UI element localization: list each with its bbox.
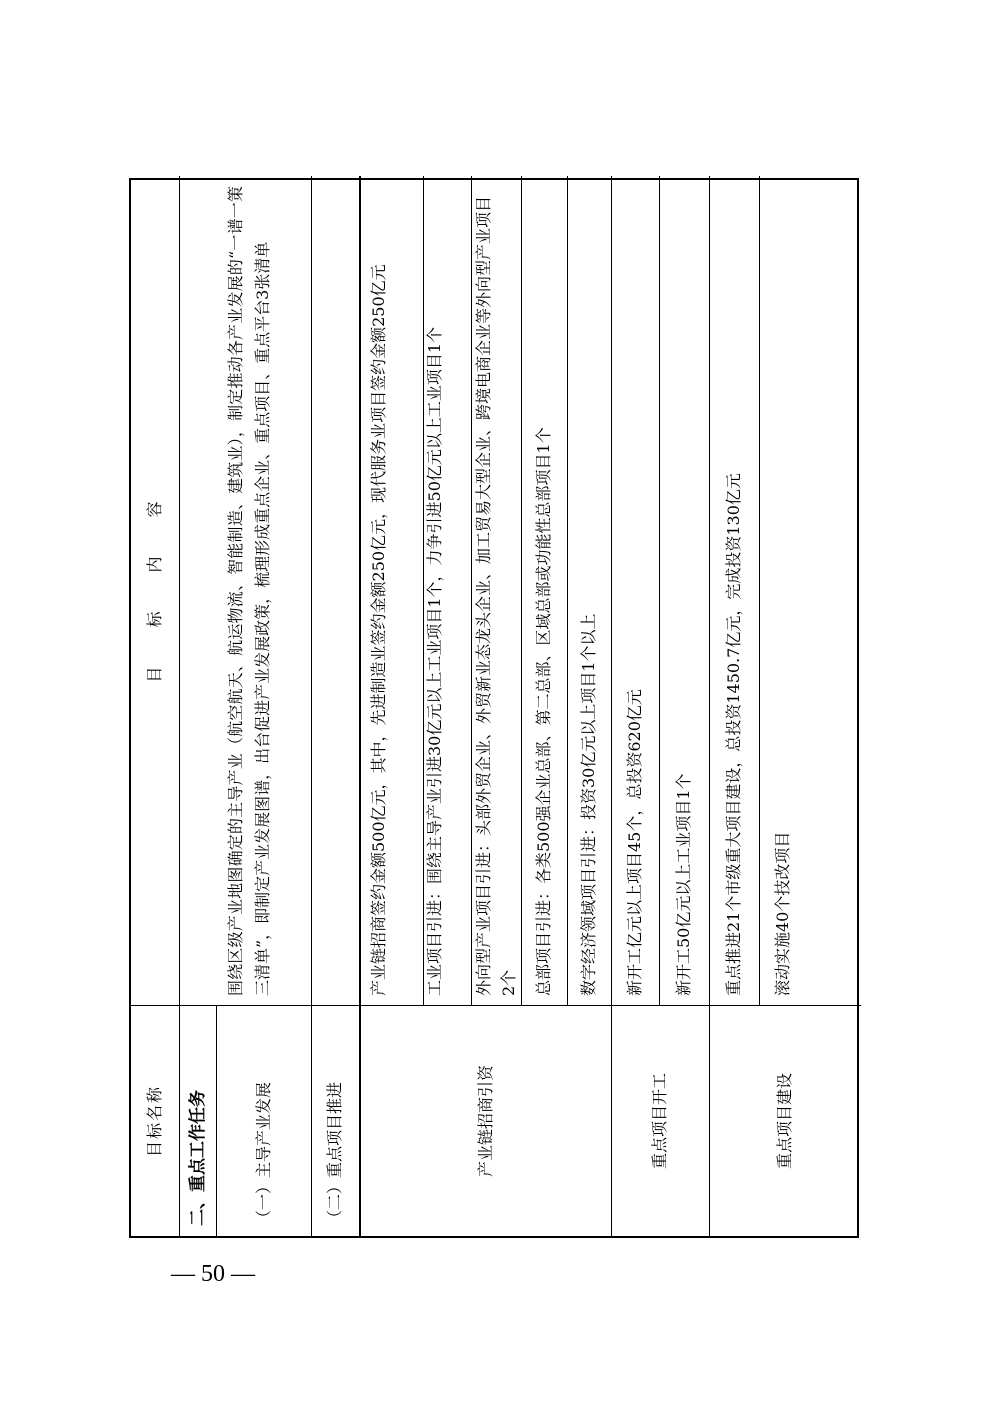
list-item: 新开工50亿元以上工业项目1个: [674, 773, 693, 996]
list-item: 滚动实施40个技改项目: [773, 831, 792, 996]
rotated-table: [129, 178, 859, 1238]
group-name-project-construction: 重点项目建设: [775, 1073, 794, 1170]
row-name-key-projects: （二）重点项目推进: [325, 1081, 344, 1226]
list-item: 总部项目引进：各类500强企业总部、第二总部、区域总部或功能性总部项目1个: [534, 427, 553, 996]
list-item: 工业项目引进：围绕主导产业引进30亿元以上工业项目1个，力争引进50亿元以上工业项目1个: [425, 326, 444, 996]
header-target-content: 目 标 内 容: [145, 499, 164, 683]
list-item: 数字经济领域项目引进：投资30亿元以上项目1个以上: [579, 613, 598, 996]
row-content-leading-industry: 围绕区级产业地图确定的主导产业（航空航天、航运物流、智能制造、建筑业），制定推动各产业发展的“一谱一策三清单”，即制定产业发展图谱，出台促进产业发展政策，梳理形成重点企业、重点项目、重点平台3张清单: [226, 186, 272, 996]
group-name-investment: 产业链招商引资: [476, 1065, 495, 1178]
row-content-key-projects: [311, 176, 359, 1006]
list-item: 新开工亿元以上项目45个，总投资620亿元: [625, 689, 644, 996]
page-number: — 50 —: [171, 1261, 255, 1287]
target-table: [129, 178, 859, 1238]
group-name-project-start: 重点项目开工: [650, 1073, 669, 1170]
row-name-leading-industry: （一）主导产业发展: [253, 1081, 273, 1226]
header-target-name: 目标名称: [145, 1085, 164, 1158]
list-item: 重点推进21个市级重大项目建设，总投资1450.7亿元，完成投资130亿元: [724, 473, 743, 996]
section-title: 二、重点工作任务: [187, 1090, 208, 1226]
list-item: 产业链招商签约金额500亿元，其中，先进制造业签约金额250亿元，现代服务业项目签约金额250亿元: [369, 264, 388, 996]
list-item: 外向型产业项目引进：头部外贸企业、外贸新业态龙头企业、加工贸易大型企业、跨境电商企业等外向型产业项目2个: [474, 195, 518, 996]
